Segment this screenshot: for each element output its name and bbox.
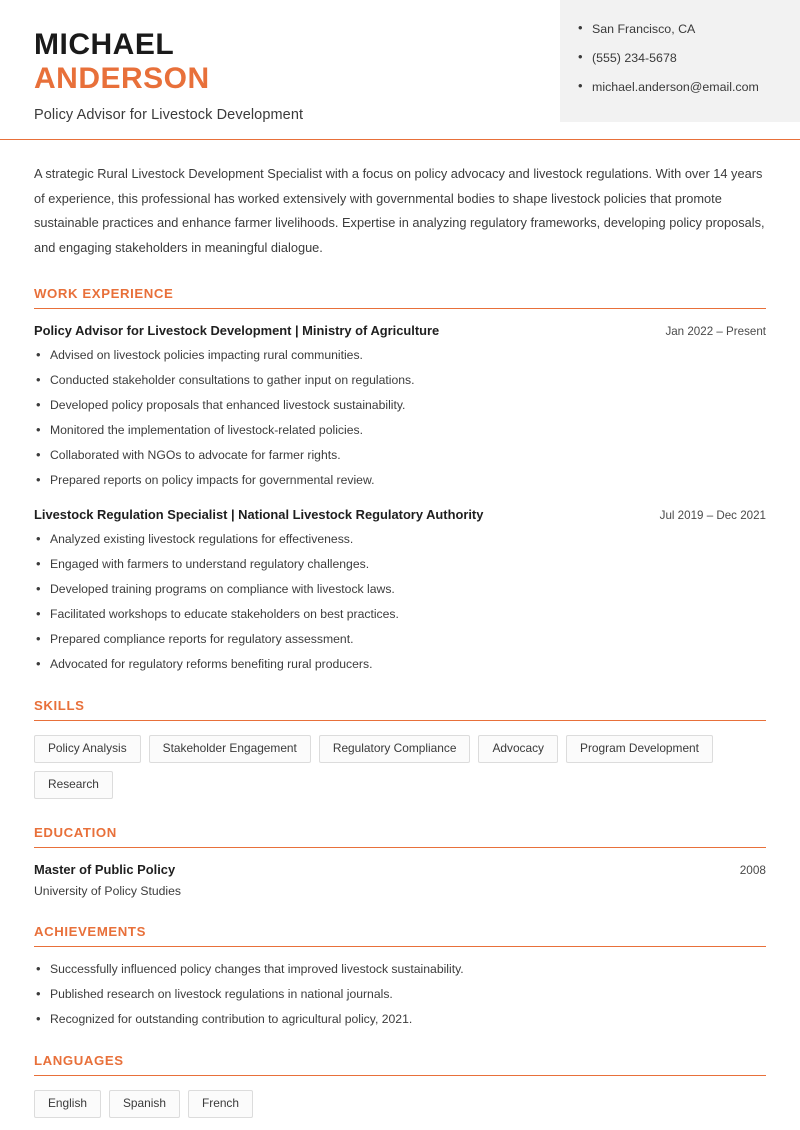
- job-bullet: • Monitored the implementation of livestock-related policies.: [34, 422, 766, 438]
- achievement-item: • Published research on livestock regulations in national journals.: [34, 986, 766, 1002]
- header-divider: [0, 139, 800, 140]
- job-bullet: • Collaborated with NGOs to advocate for farmer rights.: [34, 447, 766, 463]
- skills-chip-list: [34, 735, 766, 799]
- education-school: University of Policy Studies: [34, 883, 181, 898]
- job-dates: Jan 2022 – Present: [665, 325, 766, 339]
- education-entry: [34, 862, 766, 877]
- job-header: [34, 507, 766, 522]
- section-rule-education: [34, 847, 766, 848]
- job-dates: Jul 2019 – Dec 2021: [659, 508, 766, 522]
- contact-phone[interactable]: • (555) 234-5678: [578, 50, 784, 66]
- language-chip: Spanish: [109, 1090, 180, 1118]
- section-education: [34, 825, 766, 898]
- skill-chip: Research: [34, 771, 113, 799]
- last-name: ANDERSON: [34, 61, 210, 95]
- section-title-skills: SKILLS: [34, 698, 85, 714]
- job-bullet: • Analyzed existing livestock regulations for effectiveness.: [34, 531, 766, 547]
- section-rule-languages: [34, 1075, 766, 1076]
- job-bullet: • Developed training programs on compliance with livestock laws.: [34, 581, 766, 597]
- contact-email[interactable]: • michael.anderson@email.com: [578, 79, 784, 95]
- section-title-education: EDUCATION: [34, 824, 117, 840]
- section-title-work: WORK EXPERIENCE: [34, 286, 174, 302]
- job-entry: [34, 323, 766, 488]
- first-name: MICHAEL: [34, 28, 175, 61]
- section-achievements: [34, 924, 766, 1027]
- job-bullet: • Developed policy proposals that enhanced livestock sustainability.: [34, 397, 766, 413]
- skill-chip: Policy Analysis: [34, 735, 141, 763]
- job-bullets: [34, 347, 766, 488]
- job-bullet: • Engaged with farmers to understand regulatory challenges.: [34, 556, 766, 572]
- education-degree: Master of Public Policy: [34, 861, 176, 877]
- section-languages: [34, 1053, 766, 1118]
- languages-chip-list: [34, 1090, 766, 1118]
- contact-panel: [560, 0, 800, 122]
- job-bullets: [34, 531, 766, 672]
- section-rule-skills: [34, 720, 766, 721]
- job-bullet: • Advised on livestock policies impacting rural communities.: [34, 347, 766, 363]
- skill-chip: Program Development: [566, 735, 713, 763]
- header-identity: [34, 22, 560, 123]
- section-work-experience: [34, 286, 766, 672]
- job-title-company: Livestock Regulation Specialist | National Livestock Regulatory Authority: [34, 506, 484, 522]
- resume-header: [0, 0, 800, 123]
- contact-list: [578, 21, 784, 95]
- skill-chip: Stakeholder Engagement: [149, 735, 311, 763]
- professional-summary: A strategic Rural Livestock Development Specialist with a focus on policy advocacy and livestock regulations. With over 14 years of experience, this professional has worked extensively with governmental bodies to shape livestock policies that promote sustainable practices and enhance farmer livelihoods. Expertise in analyzing regulatory frameworks, developing policy proposals, and engaging stakeholders in meaningful dialogue.: [34, 166, 765, 255]
- job-bullet: • Prepared reports on policy impacts for governmental review.: [34, 472, 766, 488]
- job-title-company: Policy Advisor for Livestock Development | Ministry of Agriculture: [34, 323, 440, 339]
- contact-location: • San Francisco, CA: [578, 21, 784, 37]
- section-title-achievements: ACHIEVEMENTS: [34, 923, 146, 939]
- achievements-list: [34, 961, 766, 1027]
- language-chip: French: [188, 1090, 253, 1118]
- section-rule-work: [34, 308, 766, 309]
- job-bullet: • Prepared compliance reports for regulatory assessment.: [34, 631, 766, 647]
- resume-body: [0, 162, 800, 1118]
- header-job-title: Policy Advisor for Livestock Development: [34, 107, 304, 124]
- job-bullet: • Advocated for regulatory reforms benefiting rural producers.: [34, 656, 766, 672]
- achievement-item: • Recognized for outstanding contribution to agricultural policy, 2021.: [34, 1011, 766, 1027]
- job-bullet: • Conducted stakeholder consultations to gather input on regulations.: [34, 372, 766, 388]
- job-entry: [34, 507, 766, 672]
- job-header: [34, 323, 766, 338]
- section-rule-achievements: [34, 946, 766, 947]
- achievement-item: • Successfully influenced policy changes that improved livestock sustainability.: [34, 961, 766, 977]
- skill-chip: Regulatory Compliance: [319, 735, 471, 763]
- section-title-languages: LANGUAGES: [34, 1053, 124, 1069]
- education-year: 2008: [739, 862, 766, 877]
- language-chip: English: [34, 1090, 101, 1118]
- section-skills: [34, 698, 766, 799]
- job-bullet: • Facilitated workshops to educate stakeholders on best practices.: [34, 606, 766, 622]
- skill-chip: Advocacy: [478, 735, 558, 763]
